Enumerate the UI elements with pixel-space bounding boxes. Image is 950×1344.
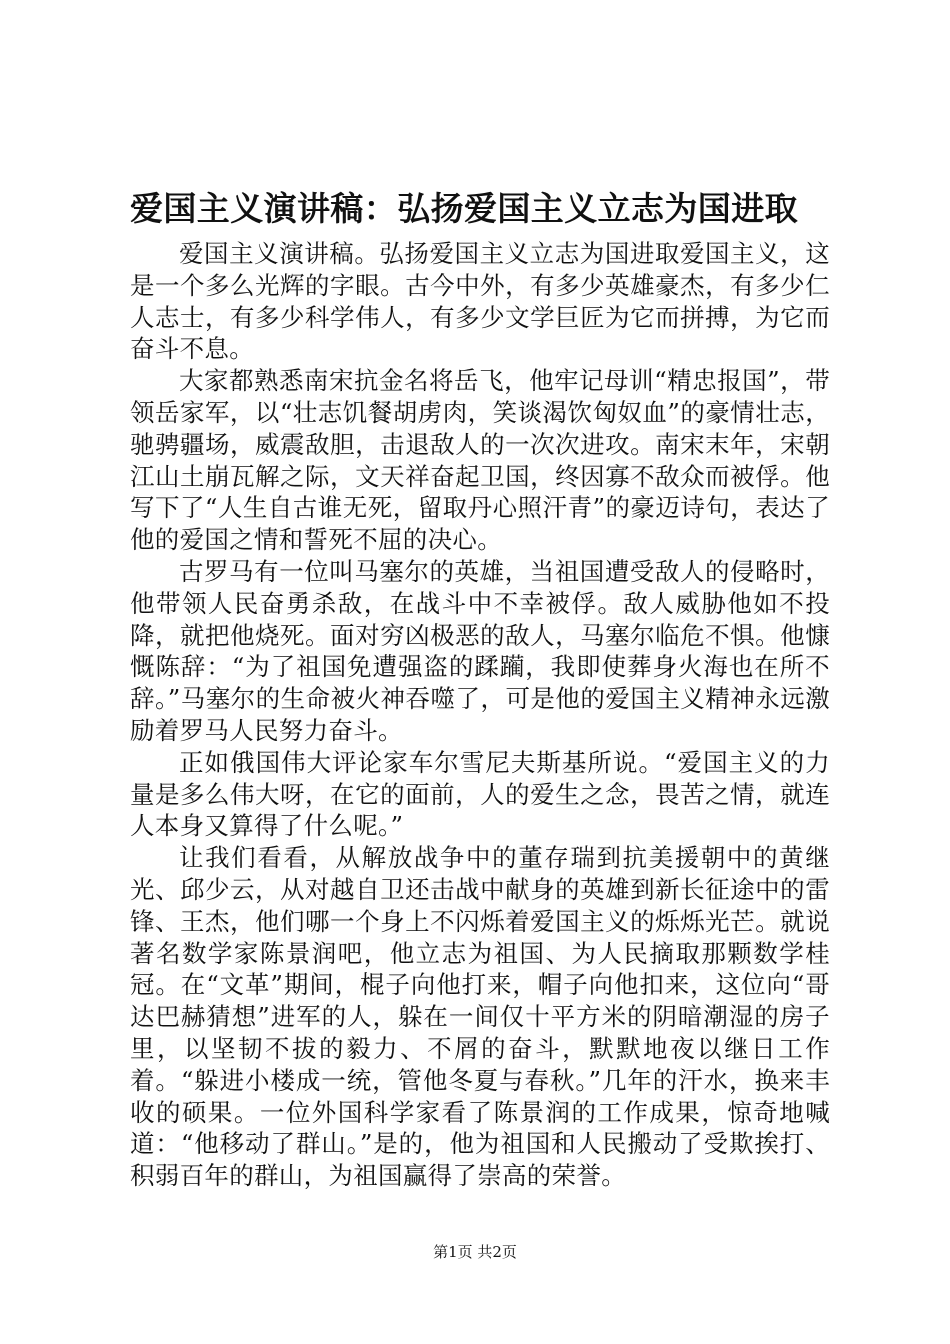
document-title: 爱国主义演讲稿：弘扬爱国主义立志为国进取 [130,189,798,228]
paragraph: 让我们看看，从解放战争中的董存瑞到抗美援朝中的黄继光、邱少云，从对越自卫还击战中献身的英雄到新长征途中的雷锋、王杰，他们哪一个身上不闪烁着爱国主义的烁烁光芒。就说著名数学家陈景润吧，他立志为祖国、为人民摘取那颗数学桂冠。在“文革”期间，棍子向他打来，帽子向他扣来，这位向“哥达巴赫猜想”进军的人，躲在一间仅十平方米的阴暗潮湿的房子里，以坚韧不拔的毅力、不屑的奋斗，默默地夜以继日工作着。“躲进小楼成一统，管他冬夏与春秋。”几年的汗水，换来丰收的硕果。一位外国科学家看了陈景润的工作成果，惊奇地喊道：“他移动了群山。”是的，他为祖国和人民搬动了受欺挨打、积弱百年的群山，为祖国赢得了崇高的荣誉。 [130,843,830,1191]
page-footer: 第1页 共2页 [433,1243,517,1261]
paragraph: 大家都熟悉南宋抗金名将岳飞，他牢记母训“精忠报国”，带领岳家军，以“壮志饥餐胡虏肉，笑谈渴饮匈奴血”的豪情壮志，驰骋疆场，威震敌胆，击退敌人的一次次进攻。南宋末年，宋朝江山土崩瓦解之际，文天祥奋起卫国，终因寡不敌众而被俘。他写下了“人生自古谁无死，留取丹心照汗青”的豪迈诗句，表达了他的爱国之情和誓死不屈的决心。 [130,366,830,555]
document-body [130,238,830,1192]
paragraph: 正如俄国伟大评论家车尔雪尼夫斯基所说。“爱国主义的力量是多么伟大呀，在它的面前，人的爱生之念，畏苦之情，就连人本身又算得了什么呢。” [130,747,830,841]
paragraph: 爱国主义演讲稿。弘扬爱国主义立志为国进取爱国主义，这是一个多么光辉的字眼。古今中外，有多少英雄豪杰，有多少仁人志士，有多少科学伟人，有多少文学巨匠为它而拼搏，为它而奋斗不息。 [130,239,830,364]
paragraph: 古罗马有一位叫马塞尔的英雄，当祖国遭受敌人的侵略时，他带领人民奋勇杀敌，在战斗中不幸被俘。敌人威胁他如不投降，就把他烧死。面对穷凶极恶的敌人，马塞尔临危不惧。他慷慨陈辞：“为了祖国免遭强盗的蹂躏，我即使葬身火海也在所不辞。”马塞尔的生命被火神吞噬了，可是他的爱国主义精神永远激励着罗马人民努力奋斗。 [130,556,830,745]
